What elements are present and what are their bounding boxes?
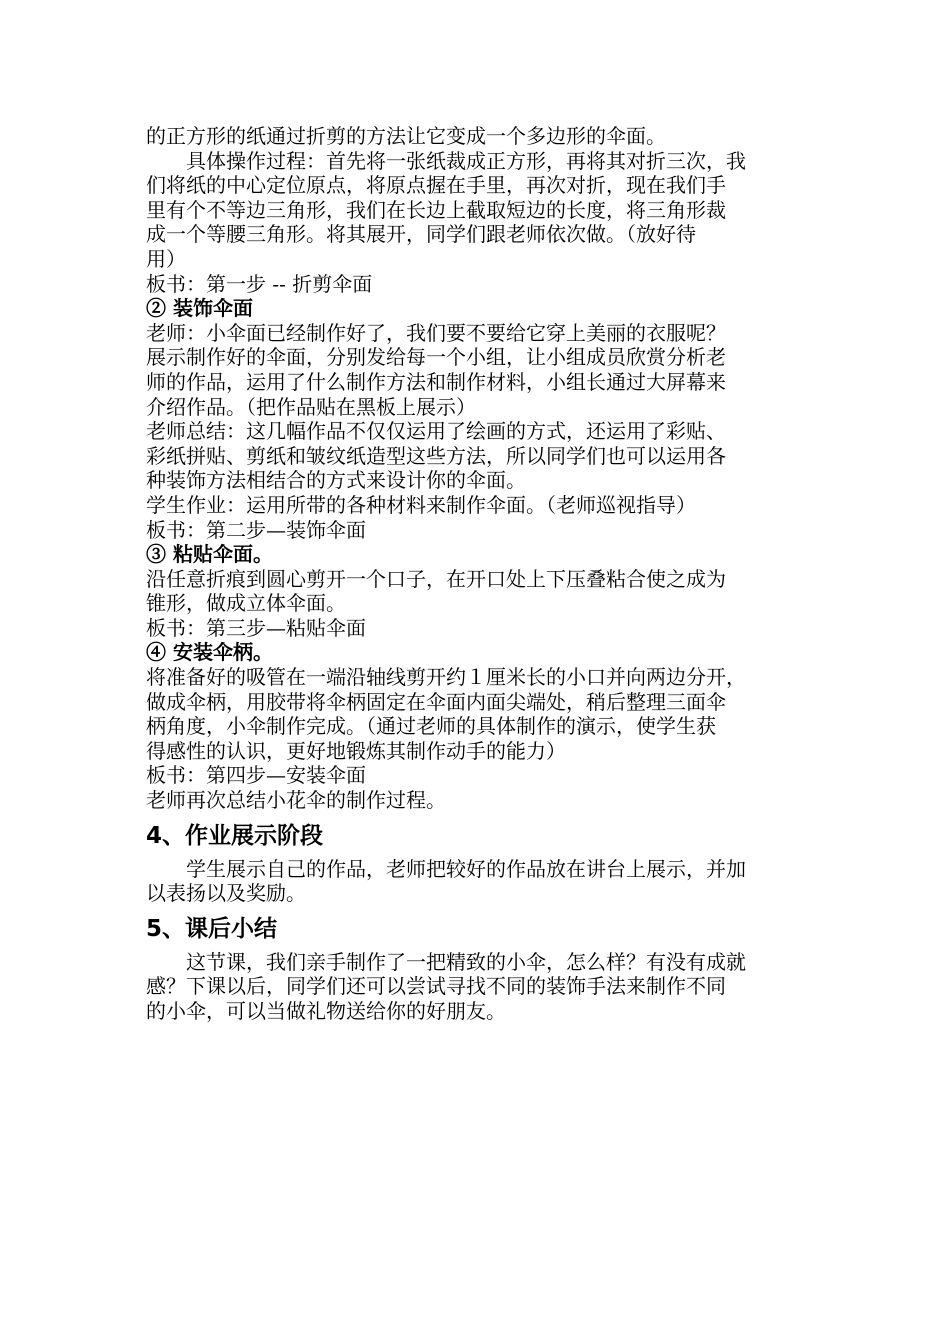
paragraph-line: 展示制作好的伞面，分别发给每一个小组，让小组成员欣赏分析老 bbox=[146, 345, 726, 370]
step-heading: ④ 安装伞柄。 bbox=[146, 640, 273, 665]
section-heading: 4、作业展示阶段 bbox=[146, 822, 324, 849]
paragraph-line: 沿任意折痕到圆心剪开一个口子，在开口处上下压叠粘合使之成为 bbox=[146, 566, 726, 591]
procedure-line: 用） bbox=[146, 246, 186, 271]
paragraph-line: 老师再次总结小花伞的制作过程。 bbox=[146, 788, 446, 813]
board-note: 板书：第四步—安装伞面 bbox=[146, 763, 366, 788]
paragraph-line: 老师总结：这几幅作品不仅仅运用了绘画的方式，还运用了彩贴、 bbox=[146, 419, 726, 444]
paragraph-line: 介绍作品。（把作品贴在黑板上展示） bbox=[146, 394, 476, 419]
procedure-line: 具体操作过程：首先将一张纸裁成正方形，再将其对折三次，我 bbox=[186, 148, 746, 173]
step-heading: ③ 粘贴伞面。 bbox=[146, 542, 273, 567]
paragraph-line: 将准备好的吸管在一端沿轴线剪开约１厘米长的小口并向两边分开， bbox=[146, 665, 746, 690]
section-heading: 5、课后小结 bbox=[146, 915, 278, 942]
procedure-line: 成一个等腰三角形。将其展开，同学们跟老师依次做。（放好待 bbox=[146, 222, 696, 247]
board-note: 板书：第二步—装饰伞面 bbox=[146, 517, 366, 542]
step-heading: ② 装饰伞面 bbox=[146, 296, 253, 321]
paragraph-line: 做成伞柄，用胶带将伞柄固定在伞面内面尖端处，稍后整理三面伞 bbox=[146, 689, 726, 714]
paragraph-line: 老师：小伞面已经制作好了，我们要不要给它穿上美丽的衣服呢？ bbox=[146, 320, 726, 345]
procedure-line: 们将纸的中心定位原点，将原点握在手里，再次对折，现在我们手 bbox=[146, 173, 726, 198]
paragraph-line: 柄角度，小伞制作完成。（通过老师的具体制作的演示，使学生获 bbox=[146, 714, 716, 739]
procedure-line: 里有个不等边三角形，我们在长边上截取短边的长度，将三角形裁 bbox=[146, 197, 726, 222]
paragraph-line: 这节课，我们亲手制作了一把精致的小伞，怎么样？有没有成就 bbox=[186, 949, 746, 974]
paragraph-line: 感？下课以后，同学们还可以尝试寻找不同的装饰手法来制作不同 bbox=[146, 974, 726, 999]
board-note: 板书：第三步—粘贴伞面 bbox=[146, 615, 366, 640]
paragraph-line: 师的作品，运用了什么制作方法和制作材料，小组长通过大屏幕来 bbox=[146, 369, 726, 394]
paragraph-line: 锥形，做成立体伞面。 bbox=[146, 591, 346, 616]
paragraph-line: 的正方形的纸通过折剪的方法让它变成一个多边形的伞面。 bbox=[146, 124, 666, 148]
paragraph-line: 学生展示自己的作品，老师把较好的作品放在讲台上展示，并加 bbox=[186, 856, 746, 881]
paragraph-line: 种装饰方法相结合的方式来设计你的伞面。 bbox=[146, 468, 526, 493]
paragraph-line: 得感性的认识，更好地锻炼其制作动手的能力） bbox=[146, 738, 566, 763]
document-page bbox=[146, 124, 816, 1024]
paragraph-line: 以表扬以及奖励。 bbox=[146, 881, 306, 906]
paragraph-line: 彩纸拼贴、剪纸和皱纹纸造型这些方法，所以同学们也可以运用各 bbox=[146, 443, 726, 468]
paragraph-line: 学生作业：运用所带的各种材料来制作伞面。（老师巡视指导） bbox=[146, 492, 696, 517]
board-note: 板书：第一步 -- 折剪伞面 bbox=[146, 271, 373, 296]
paragraph-line: 的小伞，可以当做礼物送给你的好朋友。 bbox=[146, 999, 506, 1023]
